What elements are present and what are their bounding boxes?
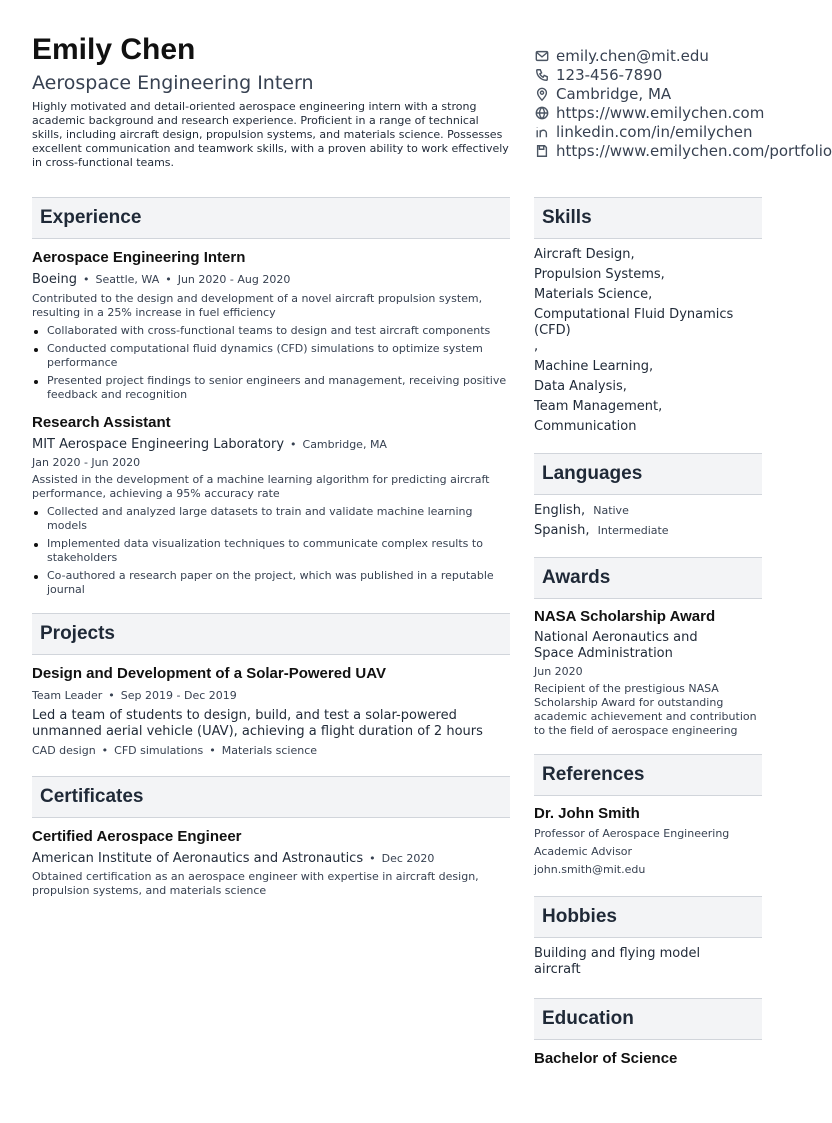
phone-icon [534, 67, 550, 83]
contact-location [534, 84, 794, 103]
list-item: Presented project findings to senior engineers and management, receiving positive feedback and recognition [32, 374, 510, 402]
skill-item: Computational Fluid Dynamics (CFD) [534, 307, 734, 338]
award-issuer: National Aeronautics and Space Administration [534, 630, 698, 661]
projects-title: Projects [40, 623, 115, 644]
contact-linkedin[interactable] [534, 122, 794, 141]
awards-title: Awards [542, 567, 611, 588]
award-summary: Recipient of the prestigious NASA Scholarship Award for outstanding academic achievement and contribution to the field of aerospace engineering [534, 682, 757, 737]
skills-title: Skills [542, 207, 592, 228]
references-heading [534, 754, 762, 796]
experience-org: MIT Aerospace Engineering Laboratory [32, 437, 285, 452]
list-item: Conducted computational fluid dynamics (CFD) simulations to optimize system performance [32, 342, 510, 370]
separator-dot: • [101, 744, 109, 757]
hobbies-title: Hobbies [542, 906, 617, 927]
contact-portfolio-text: https://www.emilychen.com/portfolio [556, 141, 832, 160]
separator-dot: • [369, 852, 376, 865]
contact-linkedin-text: linkedin.com/in/emilychen [556, 122, 753, 141]
awards-heading [534, 557, 762, 599]
candidate-role: Aerospace Engineering Intern [32, 72, 314, 94]
skill-separator: , [534, 339, 539, 354]
certificate-issuer: American Institute of Aeronautics and Astronautics [32, 851, 364, 866]
education-title: Education [542, 1008, 634, 1029]
language-level: Native [593, 504, 629, 517]
project-name: Design and Development of a Solar-Powered UAV [32, 665, 386, 682]
contact-portfolio[interactable] [534, 141, 832, 160]
list-item: Collaborated with cross-functional teams to design and test aircraft components [32, 324, 510, 338]
certificate-name: Certified Aerospace Engineer [32, 828, 242, 845]
hobbies-heading [534, 896, 762, 938]
candidate-name: Emily Chen [32, 33, 196, 66]
language-item [534, 523, 762, 539]
skill-item: Machine Learning, [534, 359, 654, 374]
skill-item: Data Analysis, [534, 379, 627, 394]
certificate-meta [32, 850, 510, 868]
reference-item [534, 805, 762, 877]
certificate-date: Dec 2020 [381, 852, 435, 865]
linkedin-icon [534, 124, 550, 140]
experience-title: Experience [40, 207, 142, 228]
experience-bullets [32, 324, 510, 402]
experience-org: Boeing [32, 272, 77, 287]
contact-email-text: emily.chen@mit.edu [556, 46, 709, 65]
project-meta [32, 687, 510, 705]
certificates-title: Certificates [40, 786, 144, 807]
main-column [32, 197, 510, 898]
award-date: Jun 2020 [534, 665, 583, 678]
experience-dates: Jun 2020 - Aug 2020 [177, 273, 291, 286]
certificate-item [32, 828, 510, 898]
skill-item: Materials Science, [534, 287, 653, 302]
keyword: Materials science [221, 744, 318, 757]
education-heading [534, 998, 762, 1040]
separator-dot: • [108, 689, 115, 702]
contact-list [534, 46, 832, 160]
resume-header [32, 32, 510, 170]
skill-item: Team Management, [534, 399, 663, 414]
skill-item: Propulsion Systems, [534, 267, 665, 282]
reference-relation: Academic Advisor [534, 845, 633, 858]
skill-item: Communication [534, 419, 637, 434]
email-icon [534, 48, 550, 64]
experience-heading [32, 197, 510, 239]
projects-heading [32, 613, 510, 655]
contact-phone-text: 123-456-7890 [556, 65, 663, 84]
award-name: NASA Scholarship Award [534, 608, 716, 625]
separator-dot: • [165, 273, 172, 286]
experience-bullets [32, 505, 510, 597]
keyword: CFD simulations [114, 744, 204, 757]
languages-heading [534, 453, 762, 495]
separator-dot: • [290, 438, 297, 451]
contact-location-text: Cambridge, MA [556, 84, 672, 103]
experience-location: Seattle, WA [95, 273, 160, 286]
experience-location: Cambridge, MA [302, 438, 387, 451]
separator-dot: • [209, 744, 216, 757]
contact-phone[interactable] [534, 65, 794, 84]
location-icon [534, 86, 550, 102]
project-role: Team Leader [32, 689, 103, 702]
project-keywords [32, 744, 510, 758]
list-item: Co-authored a research paper on the project, which was published in a reputable journal [32, 569, 510, 597]
award-item [534, 608, 762, 738]
experience-role: Research Assistant [32, 414, 171, 431]
references-title: References [542, 764, 645, 785]
list-item: Implemented data visualization techniques to communicate complex results to stakeholders [32, 537, 510, 565]
side-column [534, 197, 762, 1068]
language-level: Intermediate [597, 524, 669, 537]
skills-list [534, 247, 762, 435]
experience-item [32, 414, 510, 597]
list-item: Collected and analyzed large datasets to train and validate machine learning models [32, 505, 510, 533]
skills-heading [534, 197, 762, 239]
project-item [32, 665, 510, 758]
language-item [534, 503, 762, 519]
languages-list [534, 503, 762, 539]
experience-item [32, 249, 510, 402]
portfolio-icon [534, 143, 550, 159]
contact-website[interactable] [534, 103, 794, 122]
hobby-item: Building and flying model aircraft [534, 946, 701, 977]
profile-summary: Highly motivated and detail-oriented aerospace engineering intern with a strong academic background and research experience. Proficient in a range of technical skills, including aircraft design, propulsion systems, and materials science. Possesses excellent communication and teamwork skills, with a proven ability to work effectively in cross-functional teams. [32, 100, 509, 169]
reference-email[interactable]: john.smith@mit.edu [534, 863, 646, 876]
certificate-summary: Obtained certification as an aerospace engineer with expertise in aircraft design, propulsion systems, and materials science [32, 870, 479, 897]
keyword: CAD design [32, 744, 96, 757]
reference-position: Professor of Aerospace Engineering [534, 827, 730, 840]
contact-website-text: https://www.emilychen.com [556, 103, 765, 122]
contact-email[interactable] [534, 46, 794, 65]
language-name: Spanish, [534, 523, 590, 538]
experience-dates: Jan 2020 - Jun 2020 [32, 456, 141, 469]
experience-meta [32, 436, 510, 454]
globe-icon [534, 105, 550, 121]
separator-dot: • [82, 273, 90, 286]
language-name: English, [534, 503, 586, 518]
certificates-heading [32, 776, 510, 818]
experience-summary: Contributed to the design and development of a novel aircraft propulsion system, resulting in a 25% increase in fuel efficiency [32, 292, 483, 319]
skill-item: Aircraft Design, [534, 247, 635, 262]
experience-role: Aerospace Engineering Intern [32, 249, 246, 266]
project-dates: Sep 2019 - Dec 2019 [120, 689, 237, 702]
experience-meta [32, 271, 510, 289]
project-summary: Led a team of students to design, build, and test a solar-powered unmanned aerial vehicle (UAV), achieving a flight duration of 2 hours [32, 708, 483, 739]
reference-name: Dr. John Smith [534, 805, 640, 822]
languages-title: Languages [542, 463, 643, 484]
education-degree: Bachelor of Science [534, 1050, 678, 1067]
experience-summary: Assisted in the development of a machine learning algorithm for predicting aircraft performance, achieving a 95% accuracy rate [32, 473, 490, 500]
